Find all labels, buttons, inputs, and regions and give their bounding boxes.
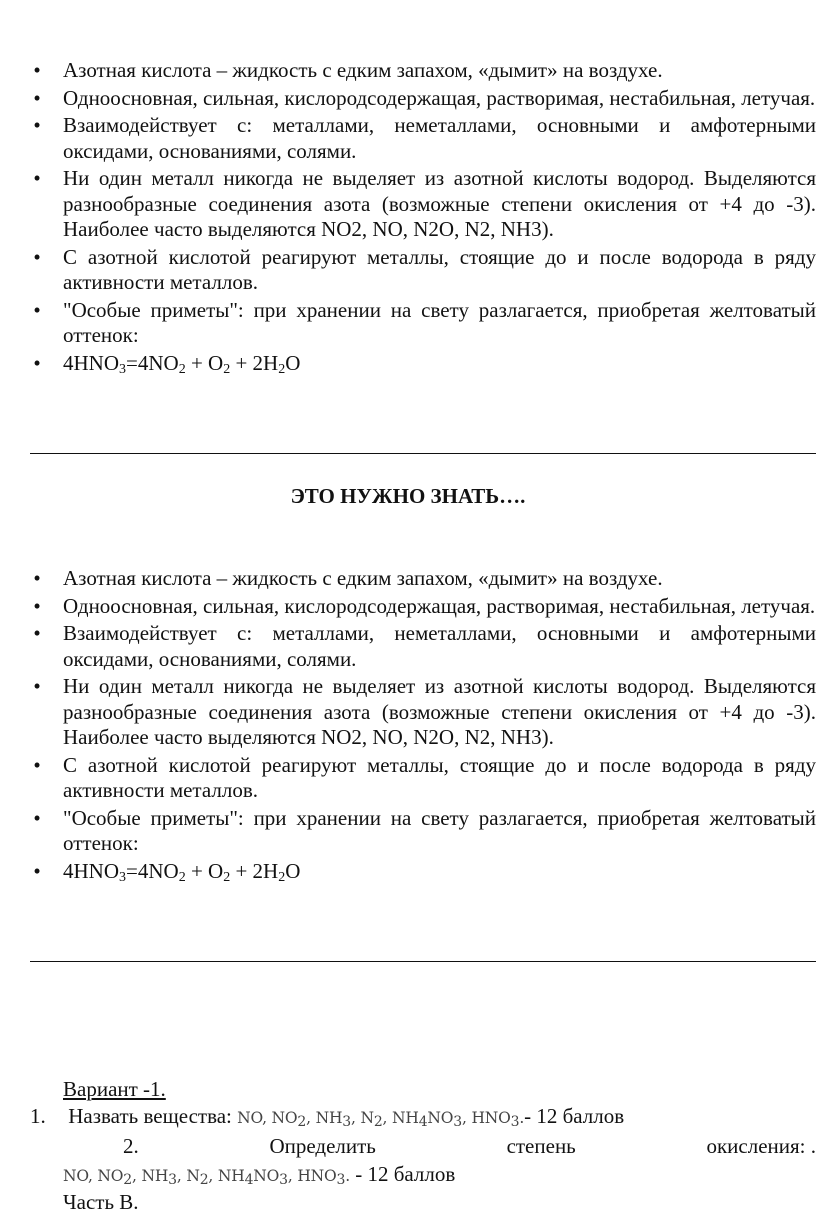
divider-line: [30, 961, 816, 962]
task-word: Определить: [269, 1134, 376, 1158]
list-item: [30, 594, 816, 620]
list-item: [30, 86, 816, 112]
task-2-formulas: [63, 1162, 455, 1187]
bullet-marker: •: [33, 350, 41, 375]
bullet-marker: •: [33, 858, 41, 883]
task-1: [30, 1104, 624, 1129]
bullet-marker: •: [33, 85, 41, 110]
list-item: [30, 298, 816, 349]
task-word: степень: [506, 1134, 576, 1158]
list-item: [30, 113, 816, 164]
bullet-marker: •: [33, 297, 41, 322]
formula-list: NO, $NO_2$, $NH_3$, $N_2$, $NH_4NO_3$, $HNO_3$.: [63, 1167, 350, 1188]
bullet-text: Ни один металл никогда не выделяет из азотной кислоты водород. Выделяются разнообразные соединения азота (возможные степени окисления от +4 до -3). Наиболее часто выделяются NO2, NO, N2O, N2, NH3).: [63, 674, 816, 749]
bullet-marker: •: [33, 752, 41, 777]
bullet-text: Взаимодействует с: металлами, неметаллами, основными и амфотерными оксидами, основаниями, солями.: [63, 113, 816, 163]
bullet-marker: •: [33, 244, 41, 269]
bullet-text: Азотная кислота – жидкость с едким запахом, «дымит» на воздухе.: [63, 58, 663, 82]
list-item: [30, 674, 816, 751]
bullet-marker: •: [33, 113, 41, 137]
bullet-text: Взаимодействует с: металлами, неметаллами, основными и амфотерными оксидами, основаниями, солями.: [63, 621, 816, 671]
bullet-text: Азотная кислота – жидкость с едким запахом, «дымит» на воздухе.: [63, 566, 663, 590]
bullet-text: "Особые приметы": при хранении на свету разлагается, приобретая желтоватый оттенок:: [63, 297, 816, 347]
section-heading: ЭТО НУЖНО ЗНАТЬ….: [290, 484, 526, 508]
list-item: [30, 58, 816, 84]
bullet-text: С азотной кислотой реагируют металлы, стоящие до и после водорода в ряду активности металлов.: [63, 244, 816, 294]
bullet-text: Одноосновная, сильная, кислородсодержащая, растворимая, нестабильная, летучая.: [63, 593, 816, 618]
bullet-marker: •: [33, 621, 41, 645]
list-item: [30, 566, 816, 592]
facts-section-2: [30, 566, 816, 886]
task-number: 2.: [123, 1134, 139, 1158]
list-item: [30, 245, 816, 296]
decomposition-equation: $4HNO_3=4NO_2 + O_2 + 2H_2O$: [63, 350, 301, 377]
task-number: 1.: [30, 1104, 46, 1128]
bullet-list: [30, 58, 816, 376]
equation-item: [30, 351, 816, 377]
list-item: [30, 753, 816, 804]
bullet-text: Ни один металл никогда не выделяет из азотной кислоты водород. Выделяются разнообразные соединения азота (возможные степени окисления от +4 до -3). Наиболее часто выделяются NO2, NO, N2O, N2, NH3).: [63, 166, 816, 241]
list-item: [30, 621, 816, 672]
bullet-list: [30, 566, 816, 884]
divider-line: [30, 453, 816, 454]
bullet-marker: •: [33, 58, 41, 82]
decomposition-equation: $4HNO_3=4NO_2 + O_2 + 2H_2O$: [63, 858, 301, 885]
bullet-marker: •: [33, 805, 41, 830]
list-item: [30, 806, 816, 857]
task-2: [123, 1134, 816, 1159]
task-points: - 12 баллов: [355, 1162, 456, 1186]
formula-list: NO, $NO_2$, $NH_3$, $N_2$, $NH_4NO_3$, $HNO_3$.: [237, 1109, 525, 1130]
task-word: окисления: .: [706, 1134, 816, 1158]
bullet-text: Одноосновная, сильная, кислородсодержащая, растворимая, нестабильная, летучая.: [63, 85, 816, 110]
bullet-marker: •: [33, 566, 41, 590]
part-label: Часть В.: [63, 1190, 139, 1214]
bullet-text: С азотной кислотой реагируют металлы, стоящие до и после водорода в ряду активности металлов.: [63, 752, 816, 802]
bullet-marker: •: [33, 593, 41, 618]
bullet-text: "Особые приметы": при хранении на свету разлагается, приобретая желтоватый оттенок:: [63, 805, 816, 855]
variant-title: Вариант -1.: [63, 1077, 166, 1101]
equation-item: [30, 859, 816, 885]
bullet-marker: •: [33, 674, 41, 698]
task-points: - 12 баллов: [524, 1104, 625, 1128]
list-item: [30, 166, 816, 243]
bullet-marker: •: [33, 166, 41, 190]
facts-section-1: [30, 58, 816, 378]
task-label: Назвать вещества:: [68, 1104, 232, 1128]
